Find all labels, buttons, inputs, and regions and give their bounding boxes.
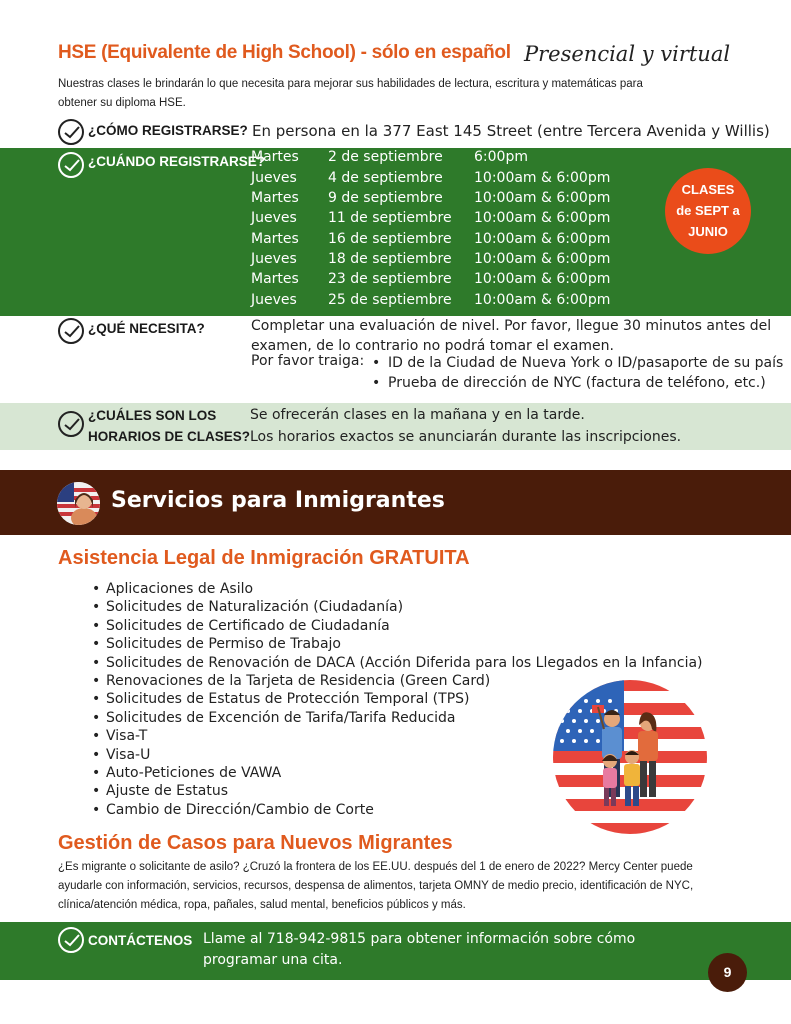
- schedule-date: 4 de septiembre: [328, 170, 443, 186]
- legal-title: Asistencia Legal de Inmigración GRATUITA: [58, 547, 470, 569]
- horarios-text: [250, 405, 681, 448]
- schedule-time: 10:00am & 6:00pm: [474, 210, 611, 226]
- list-item: • ID de la Ciudad de Nueva York o ID/pasaporte de su país: [370, 353, 783, 373]
- list-item: • Solicitudes de Renovación de DACA (Acción Diferida para los Llegados en la Infancia): [92, 654, 703, 672]
- schedule-day: Jueves: [251, 292, 297, 308]
- schedule-time: 10:00am & 6:00pm: [474, 190, 611, 206]
- schedule-day: Jueves: [251, 210, 297, 226]
- horarios-label-line: ¿CUÁLES SON LOS: [88, 408, 217, 423]
- contacto-band: [0, 922, 791, 980]
- schedule-time: 6:00pm: [474, 149, 528, 165]
- schedule-day: Jueves: [251, 170, 297, 186]
- como-text: En persona en la 377 East 145 Street (entre Tercera Avenida y Willis): [252, 122, 770, 140]
- badge-line: CLASES: [681, 182, 735, 197]
- list-item: • Solicitudes de Naturalización (Ciudadanía): [92, 598, 703, 616]
- schedule-date: 16 de septiembre: [328, 231, 452, 247]
- checkmark-circle-icon: [58, 927, 84, 953]
- schedule-date: 9 de septiembre: [328, 190, 443, 206]
- list-item: • Solicitudes de Certificado de Ciudadanía: [92, 617, 703, 635]
- checkmark-circle-icon: [58, 318, 84, 344]
- casos-text: ¿Es migrante o solicitante de asilo? ¿Cruzó la frontera de los EE.UU. después del 1 de enero de 2022? Mercy Center puede ayudarle con información, servicios, recursos, despensa de alimentos, tarjeta OMNY de medio precio, identificación de NYC, clínica/atención médica, ropa, pañales, salud mental, beneficios públicos y más.: [58, 861, 694, 911]
- badge-line: de SEPT a: [676, 203, 740, 218]
- horarios-line: Los horarios exactos se anunciarán durante las inscripciones.: [250, 428, 682, 445]
- list-item: • Cambio de Dirección/Cambio de Corte: [92, 801, 703, 819]
- contact-label: CONTÁCTENOS: [88, 933, 193, 948]
- badge-line: JUNIO: [688, 224, 728, 239]
- bring-list: [370, 353, 783, 393]
- hse-title: HSE (Equivalente de High School) - sólo en español: [58, 42, 511, 63]
- horarios-line: Se ofrecerán clases en la mañana y en la tarde.: [250, 407, 585, 423]
- hse-description: Nuestras clases le brindarán lo que necesita para mejorar sus habilidades de lectura, escritura y matemáticas para obtener su diploma HSE.: [58, 78, 643, 109]
- list-item: • Visa-U: [92, 746, 703, 764]
- servicios-title: Servicios para Inmigrantes: [111, 488, 445, 513]
- list-item: • Solicitudes de Permiso de Trabajo: [92, 635, 703, 653]
- servicios-header-band: [0, 470, 791, 535]
- list-item: • Solicitudes de Estatus de Protección Temporal (TPS): [92, 690, 703, 708]
- schedule-date: 2 de septiembre: [328, 149, 443, 165]
- horarios-label: [88, 405, 250, 447]
- schedule-day: Martes: [251, 231, 299, 247]
- list-item: • Auto-Peticiones de VAWA: [92, 764, 703, 782]
- schedule-date: 11 de septiembre: [328, 210, 452, 226]
- schedule-time: 10:00am & 6:00pm: [474, 292, 611, 308]
- list-item: • Prueba de dirección de NYC (factura de teléfono, etc.): [370, 373, 783, 393]
- schedule-day: Martes: [251, 271, 299, 287]
- casos-title: Gestión de Casos para Nuevos Migrantes: [58, 832, 453, 854]
- schedule-date: 18 de septiembre: [328, 251, 452, 267]
- cuando-registrarse-band: [0, 148, 791, 316]
- bring-label: Por favor traiga:: [251, 353, 365, 369]
- schedule-day: Jueves: [251, 251, 297, 267]
- como-registrarse-row: [0, 118, 791, 148]
- clases-badge: [665, 168, 751, 254]
- que-text: Completar una evaluación de nivel. Por favor, llegue 30 minutos antes del examen, de lo contrario no podrá tomar el examen.: [251, 318, 772, 354]
- checkmark-circle-icon: [58, 152, 84, 178]
- schedule-date: 25 de septiembre: [328, 292, 452, 308]
- checkmark-circle-icon: [58, 119, 84, 145]
- horarios-band: [0, 403, 791, 450]
- schedule-time: 10:00am & 6:00pm: [474, 251, 611, 267]
- que-label: ¿QUÉ NECESITA?: [88, 321, 205, 336]
- schedule-time: 10:00am & 6:00pm: [474, 170, 611, 186]
- cuando-label: ¿CUÁNDO REGISTRARSE?: [88, 154, 266, 169]
- list-item: • Ajuste de Estatus: [92, 782, 703, 800]
- flag-family-illustration: [552, 679, 708, 835]
- como-label: ¿CÓMO REGISTRARSE?: [88, 123, 248, 138]
- schedule-date: 23 de septiembre: [328, 271, 452, 287]
- contact-text: Llame al 718-942-9815 para obtener información sobre cómo programar una cita.: [203, 931, 636, 968]
- page-number: 9: [708, 953, 747, 992]
- horarios-label-line: HORARIOS DE CLASES?: [88, 429, 251, 444]
- hse-mode: Presencial y virtual: [524, 42, 731, 66]
- schedule-day: Martes: [251, 190, 299, 206]
- schedule-time: 10:00am & 6:00pm: [474, 231, 611, 247]
- checkmark-circle-icon: [58, 411, 84, 437]
- list-item: • Visa-T: [92, 727, 703, 745]
- list-item: • Solicitudes de Excención de Tarifa/Tarifa Reducida: [92, 709, 703, 727]
- schedule-day: Martes: [251, 149, 299, 165]
- list-item: • Renovaciones de la Tarjeta de Residencia (Green Card): [92, 672, 703, 690]
- avatar: [57, 482, 100, 525]
- list-item: • Aplicaciones de Asilo: [92, 580, 703, 598]
- schedule-time: 10:00am & 6:00pm: [474, 271, 611, 287]
